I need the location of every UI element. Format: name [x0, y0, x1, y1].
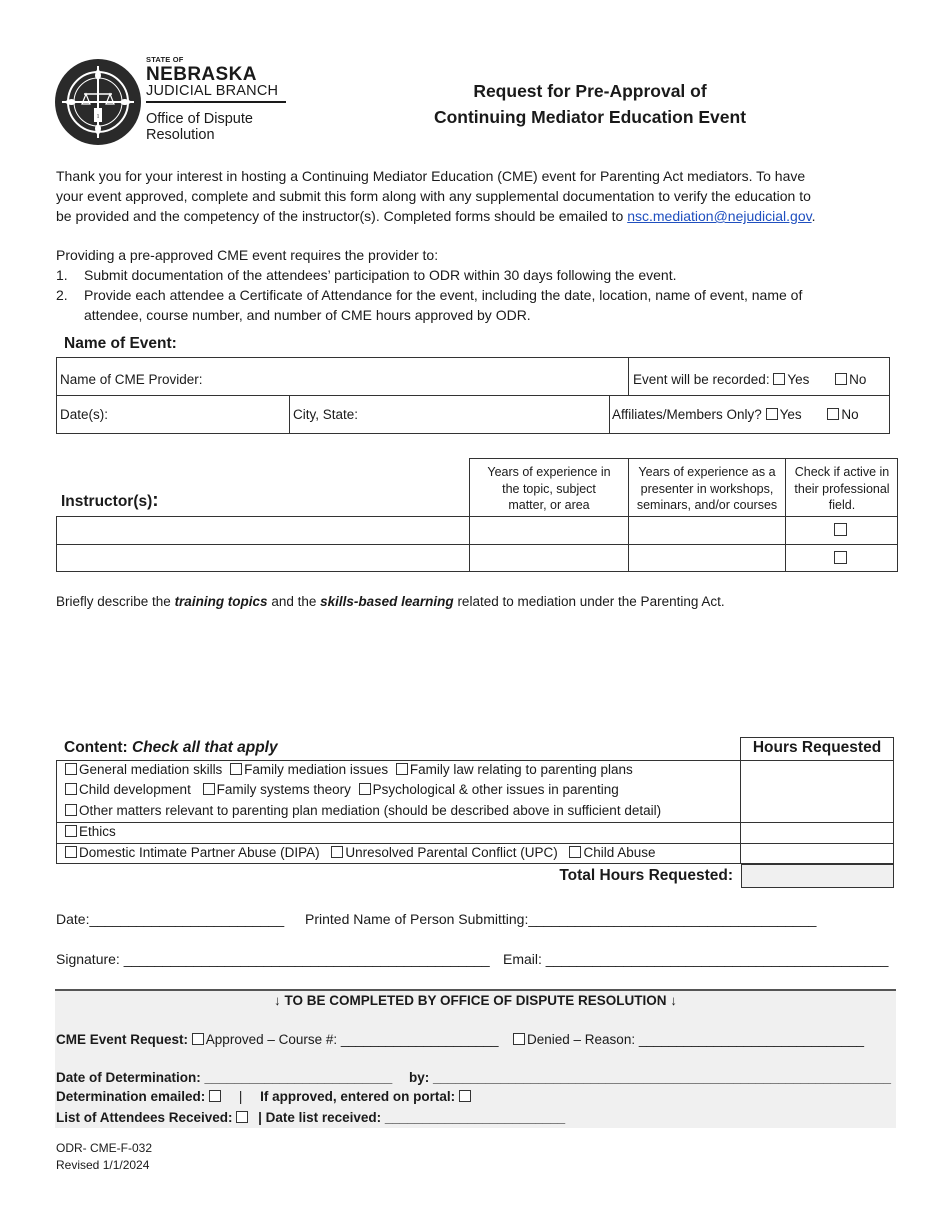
content-row-1: [65, 762, 633, 777]
approved-label[interactable]: Approved – Course #: _____________________: [205, 1032, 499, 1047]
page-title: [360, 78, 820, 130]
col3-line3: field.: [828, 498, 856, 512]
dates-label: Date(s):: [60, 407, 109, 422]
attendees-row: [56, 1110, 565, 1125]
content-row-3: [65, 803, 661, 818]
approved-checkbox[interactable]: [192, 1033, 204, 1045]
label-child-development: Child development: [79, 782, 191, 797]
determination-separator: |: [238, 1089, 243, 1104]
col1-line1: Years of experience in: [487, 465, 611, 479]
hours-field-ethics[interactable]: [741, 823, 893, 843]
event-table-vline-2: [289, 395, 290, 434]
logo-nebraska: NEBRASKA: [146, 63, 257, 85]
recorded-label: Event will be recorded:: [633, 372, 770, 387]
signature-line[interactable]: Signature: _______________________________________________: [56, 951, 490, 967]
checkbox-ethics[interactable]: [65, 825, 77, 837]
describe-prefix: Briefly describe the: [56, 594, 175, 609]
event-table-vline-1: [628, 357, 629, 395]
checkbox-child-abuse[interactable]: [569, 846, 581, 858]
requirement-text-2-line1: Provide each attendee a Certificate of Attendance for the event, including the date, location, name of event, name of: [84, 287, 803, 303]
label-family-mediation: Family mediation issues: [244, 762, 389, 777]
col3-line1: Check if active in: [794, 465, 890, 479]
affiliates-yes-label: Yes: [779, 407, 802, 422]
label-ethics: Ethics: [79, 824, 116, 839]
description-textarea[interactable]: [56, 615, 896, 725]
email-link[interactable]: nsc.mediation@nejudicial.gov: [627, 208, 812, 224]
describe-skills: skills-based learning: [320, 594, 454, 609]
instructor-col2-header: [629, 464, 785, 514]
logo-state-of: STATE OF: [146, 55, 184, 64]
recorded-no-checkbox[interactable]: [835, 373, 847, 385]
instructor-name-field-2[interactable]: [56, 545, 469, 572]
affiliates-label: Affiliates/Members Only?: [612, 407, 762, 422]
checkbox-family-mediation[interactable]: [230, 763, 242, 775]
title-line2: Continuing Mediator Education Event: [433, 107, 747, 127]
instructors-colon: :: [152, 490, 159, 511]
recorded-field: [633, 372, 866, 387]
office-use-section: [55, 989, 896, 1128]
describe-prompt: [56, 592, 896, 612]
form-number: ODR- CME-F-032: [56, 1141, 153, 1155]
denied-checkbox[interactable]: [513, 1033, 525, 1045]
affiliates-no-checkbox[interactable]: [827, 408, 839, 420]
cme-request-label: CME Event Request:: [56, 1032, 189, 1047]
determined-by-line[interactable]: by: _____________________________________________________________: [409, 1070, 891, 1085]
title-line1: Request for Pre-Approval of: [473, 81, 707, 101]
portal-checkbox[interactable]: [459, 1090, 471, 1102]
recorded-yes-label: Yes: [787, 372, 810, 387]
denied-row: [513, 1032, 864, 1047]
recorded-no-label: No: [849, 372, 867, 387]
svg-text:1: 1: [96, 114, 100, 120]
intro-paragraph: [56, 166, 896, 226]
event-table-divider: [56, 395, 890, 396]
label-child-abuse: Child Abuse: [583, 845, 656, 860]
col2-line1: Years of experience as a: [638, 465, 776, 479]
label-family-systems: Family systems theory: [216, 782, 351, 797]
checkbox-dipa[interactable]: [65, 846, 77, 858]
checkbox-family-systems[interactable]: [203, 783, 215, 795]
date-list-received[interactable]: | Date list received: ________________________: [258, 1110, 566, 1125]
instructors-label: [61, 490, 159, 512]
determination-emailed-row: [56, 1089, 473, 1104]
city-state-label: City, State:: [293, 407, 359, 422]
event-table-vline-3: [609, 395, 610, 434]
cme-request-row: [56, 1032, 499, 1047]
logo-wordmark: [146, 56, 306, 143]
checkbox-general-mediation[interactable]: [65, 763, 77, 775]
intro-line2: your event approved, complete and submit this form along with any supplemental documentation to verify the education to: [56, 188, 811, 204]
label-upc: Unresolved Parental Conflict (UPC): [345, 845, 558, 860]
requirement-num-1: 1.: [56, 267, 68, 283]
instructors-label-text: Instructor(s): [61, 493, 153, 510]
content-label-italic: Check all that apply: [132, 739, 278, 756]
content-row-ethics: [65, 824, 116, 839]
intro-line3-prefix: be provided and the competency of the instructor(s). Completed forms should be emailed to: [56, 208, 628, 224]
describe-suffix: related to mediation under the Parenting Act.: [453, 594, 725, 609]
checkbox-other-matters[interactable]: [65, 804, 77, 816]
instructor-col3-header: [786, 464, 898, 514]
date-line[interactable]: Date:_________________________: [56, 911, 285, 927]
affiliates-yes-checkbox[interactable]: [766, 408, 778, 420]
content-label-text: Content:: [64, 739, 133, 756]
checkbox-family-law[interactable]: [396, 763, 408, 775]
content-row-5: [65, 845, 656, 860]
label-other-matters: Other matters relevant to parenting plan mediation (should be described above in sufficient detail): [79, 803, 662, 818]
instructor-col1-header: [470, 464, 628, 514]
event-section-label: Name of Event:: [64, 335, 177, 352]
provider-label: Name of CME Provider:: [60, 372, 203, 387]
hours-field-core[interactable]: [741, 761, 893, 822]
email-line[interactable]: Email: ____________________________________________: [503, 951, 889, 967]
determination-emailed-label: Determination emailed:: [56, 1089, 206, 1104]
instructor-active-checkbox-1[interactable]: [834, 523, 847, 536]
attendees-checkbox[interactable]: [236, 1111, 248, 1123]
content-row-2: [65, 782, 619, 797]
affiliates-no-label: No: [841, 407, 859, 422]
determination-date-line[interactable]: Date of Determination: _________________________: [56, 1070, 393, 1085]
label-general-mediation: General mediation skills: [79, 762, 223, 777]
recorded-yes-checkbox[interactable]: [773, 373, 785, 385]
requirement-text-1: Submit documentation of the attendees’ participation to ODR within 30 days following the event.: [84, 267, 677, 283]
total-hours-field[interactable]: [741, 864, 894, 888]
hours-requested-header: Hours Requested: [752, 739, 882, 756]
instructor-active-checkbox-2[interactable]: [834, 551, 847, 564]
describe-middle: and the: [267, 594, 321, 609]
requirement-item-1: [56, 265, 896, 285]
requirement-item-2: [56, 285, 896, 325]
describe-topics: training topics: [174, 594, 268, 609]
requirement-text-2-line2: attendee, course number, and number of CME hours approved by ODR.: [84, 307, 531, 323]
printed-name-line[interactable]: Printed Name of Person Submitting:_____________________________________: [305, 911, 817, 927]
col1-line3: matter, or area: [508, 498, 590, 512]
office-use-header: ↓ TO BE COMPLETED BY OFFICE OF DISPUTE RESOLUTION ↓: [273, 993, 678, 1008]
checkbox-upc[interactable]: [331, 846, 343, 858]
requirement-num-2: 2.: [56, 287, 68, 303]
intro-line3-suffix: .: [811, 208, 816, 224]
denied-label[interactable]: Denied – Reason: ______________________________: [527, 1032, 865, 1047]
requirements-lead: Providing a pre-approved CME event requires the provider to:: [56, 247, 439, 263]
portal-label: If approved, entered on portal:: [260, 1089, 456, 1104]
hours-field-dipa[interactable]: [741, 844, 893, 863]
checkbox-psychological[interactable]: [359, 783, 371, 795]
label-psychological: Psychological & other issues in parenting: [372, 782, 619, 797]
label-family-law: Family law relating to parenting plans: [409, 762, 633, 777]
revised-date: Revised 1/1/2024: [56, 1158, 150, 1172]
logo-judicial-branch: JUDICIAL BRANCH: [146, 84, 286, 104]
checkbox-child-development[interactable]: [65, 783, 77, 795]
logo-office-line2: Resolution: [146, 127, 215, 143]
attendees-label: List of Attendees Received:: [56, 1110, 233, 1125]
content-label: [64, 739, 278, 757]
total-hours-label: Total Hours Requested:: [559, 867, 733, 884]
col2-line2: presenter in workshops,: [640, 481, 774, 496]
instructor-name-field-1[interactable]: [56, 517, 469, 544]
affiliates-field: [612, 407, 859, 422]
col2-line3: seminars, and/or courses: [636, 498, 778, 512]
col1-line2: the topic, subject: [502, 481, 596, 496]
logo-office-line1: Office of Dispute: [146, 111, 253, 127]
col3-line2: their professional: [794, 481, 890, 496]
intro-line1: Thank you for your interest in hosting a Continuing Mediator Education (CME) event for Parenting Act mediators. To have: [56, 168, 806, 184]
intro-line3: [56, 206, 896, 226]
label-dipa: Domestic Intimate Partner Abuse (DIPA): [79, 845, 320, 860]
determination-emailed-checkbox[interactable]: [209, 1090, 221, 1102]
nebraska-seal-logo: [54, 58, 142, 146]
